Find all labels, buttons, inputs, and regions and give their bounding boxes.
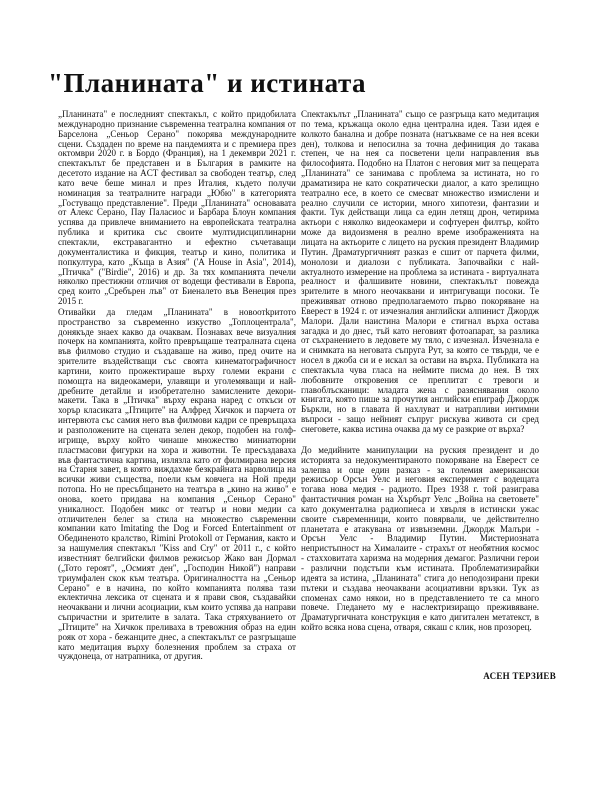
left-column — [58, 110, 296, 662]
right-column — [301, 110, 539, 633]
paragraph: Отивайки да гледам „Планината" в новоотkритото пространство за съвременно изкуство „Топлоцентрала", донякъде знаех какво да очаквам. Познавах вече визуалния почерк на компанията, който превръщаше театралната сцена във филмово студио и създаваше на живо, пред очите на зрителите въздействащи със своята кинематографичност картини, които прожектираше върху големи екрани с помощта на видеокамери, улавящи и уголемяващи и най-дребните детайли и изобретателно замислените декори-макети. Така в „Птичка" върху екрана наред с откъси от хорър класиката „Птиците" на Алфред Хичкок и парчета от интервюта със самия него във филмови кадри се превръщаха и разположените на сцената зелен декор, подобен на голф-игрище, върху който чинаше множество миниатюрни пластмасови фигурки на хора и животни. Те пресъздаваха във фантастична картина, излязла като от филмирана версия на Старня завет, в която виждахме безкрайната нарволица на всички живи същества, поели към ковчега на Ной преди потопа. Но не пресъбщането на театъра в „кино на живо" е онова, което придава на компания „Сеньор Серано" уникалност. Подобен микс от театър и нови медии са отличителен белег за стила на множество съвременни компании като Imitating the Dog и Forced Entertainment от Обединеното кралство, Rimini Protokoll от Германия, както и за нашумелия спектакъл "Kiss and Cry" от 2011 г., с който известният белгийски филмов режисьор Жако ван Дормал („Тото героят", „Осмият ден", „Господин Никой") направи триумфален скок към театъра. Оригиналността на „Сеньор Серано" е в начина, по който компанията полява тази еклектична лексика от сцената и я прави своя, създавайки неочаквани и лични асоциации, към които успява да направи съпричастни и зрителите в залата. Така стряхуванието от „Птиците" на Хичкок преливаха в тревожния образ на един рояк от хора - бежанците днес, а спектакълът се разгръщаше като медитация върху болезнения проблем за страха от чуждонеца, от натрапника, от другия. — [58, 306, 296, 662]
paragraph: „Планината" е последният спектакъл, с който придобилата международно признание съвременна театрална компания от Барселона „Сеньор Серано" покорява международните сцени. Създаден по време на пандемията и с премиера през октомври 2020 г. в Бордо (Франция), на 1 декември 2021 г. спектакълът бе представен и в България в рамките на десетото издание на ACT фестивал за свободен театър, след като вече беше минал и през Италия, където получи номинация за театралните награди „Юбю" в категорията „Гостуващо представление". Преди „Планината" основавата от Алекс Серано, Пау Паласиос и Барбара Блоун компания успява да привлече вниманието на европейската театрална публика и критика със своите мултидисциплинарни спектакли, екстравагантно и ефектно съчетаващи документалистика и фикция, театър и кино, политика и попкултура, като „Къща в Азия" ('A House in Asia", 2014), „Птичка" ("Birdie", 2016) и др. За тях компанията печели няколко престижни отличия от водещи фестивали в Европа, сред които „Сребърен лъв" от Биеналето във Венеция през 2015 г. — [58, 109, 296, 307]
paragraph: Спектакълът „Планината" също се разгръща като медитация по тема, кръжаща около една централна идея. Тази идея е колкото банална и добре позната (натъкваме се на нея всеки ден), толкова и непосилна за точна дефиниция до такава степен, че на нея са посветени цели направления във философията. Подобно на Платон с неговия мит за пещерата „Планината" се занимава с проблема за истината, но го драматизира не като сократически диалог, а като зрелищно театрално есе, в което се смесват множество измислени и реално случили се истории, много хипотези, фантазии и факти. Тук действащи лица са един летящ дрон, четирима актьори с няколко видеокамери и софтуерен филтър, който може да видоизменя в реално време изображенията на лицата на актьорите с лицето на руския президент Владимир Путин. Драматургичният разказ е сшит от парчета филми, монолози и диалози с публиката. Започвайки с най-актуалното измерение на проблема за истината - виртуалната реалност и фалшивите новини, спектакълът повежда зрителите в много неочаквани и интригуващи посоки. Те преживяват отново предполагаемото първо покоряване на Еверест в 1924 г. от изчезналия английски алпинист Джордж Малори. Дали наистина Малори е стигнал върха остава загадка и до днес, тъй като неговият фотоапарат, за разлика от съхранението в ледовете му тяло, с изчезнал. Изчезнала е и снимката на неговата съпруга Рут, за която се твърди, че е носел в джоба си и е искал за остави на върха. Публиката на спектакъла чува гласа на неймите писма до нея. В тях любовните откровения се преплитат с тревоги и главоблъсканици: младата жена с разяснявания около книгата, която пише за прочутия английски епиграф Джордж Бъркли, но в главата й нахлуват и натрапливи интимни въпроси - защо нейният съпруг рискува живота си сред снеговете, каква истина очаква да му се разкрие от върха? — [301, 109, 539, 434]
paragraph: До медийните манипулации на руския президент и до историята за недокументираното покоряване на Еверест се залепва и още един разказ - за големия американски режисьор Орсън Уелс и неговия експеримент с водещата тогава нова медия - радиото. През 1938 г. той разиграва фантастичния роман на Хърбърт Уелс „Война на световете" като документална радиопиеса и хвърля в истински ужас своите съвременници, които повярвали, че действително планетата е атакувана от извънземни. Джордж Малъри - Орсън Уелс - Владимир Путин. Мистериозната непристъпност на Хималаите - страхът от необятния космос - стахховитата харизма на модерния демагог. Различни герои - различни подстъпи към истината. Проблематизирайки идеята за истина, „Планината" стига до неподозирани преки пътеки и създава неочаквани асоциативни връзки. Тук аз споменах само някои, но в представлението те са много повече. Гледането му е наслектризиращо преживяване. Драматургичната конструкция е като дигитален метатекст, в който всяка нова сцена, отваря, сякаш с клик, нов прозорец. — [301, 444, 539, 633]
author-signature: АСЕН ТЕРЗИЕВ — [483, 671, 556, 681]
article-title: "Планината" и истината — [48, 68, 367, 98]
